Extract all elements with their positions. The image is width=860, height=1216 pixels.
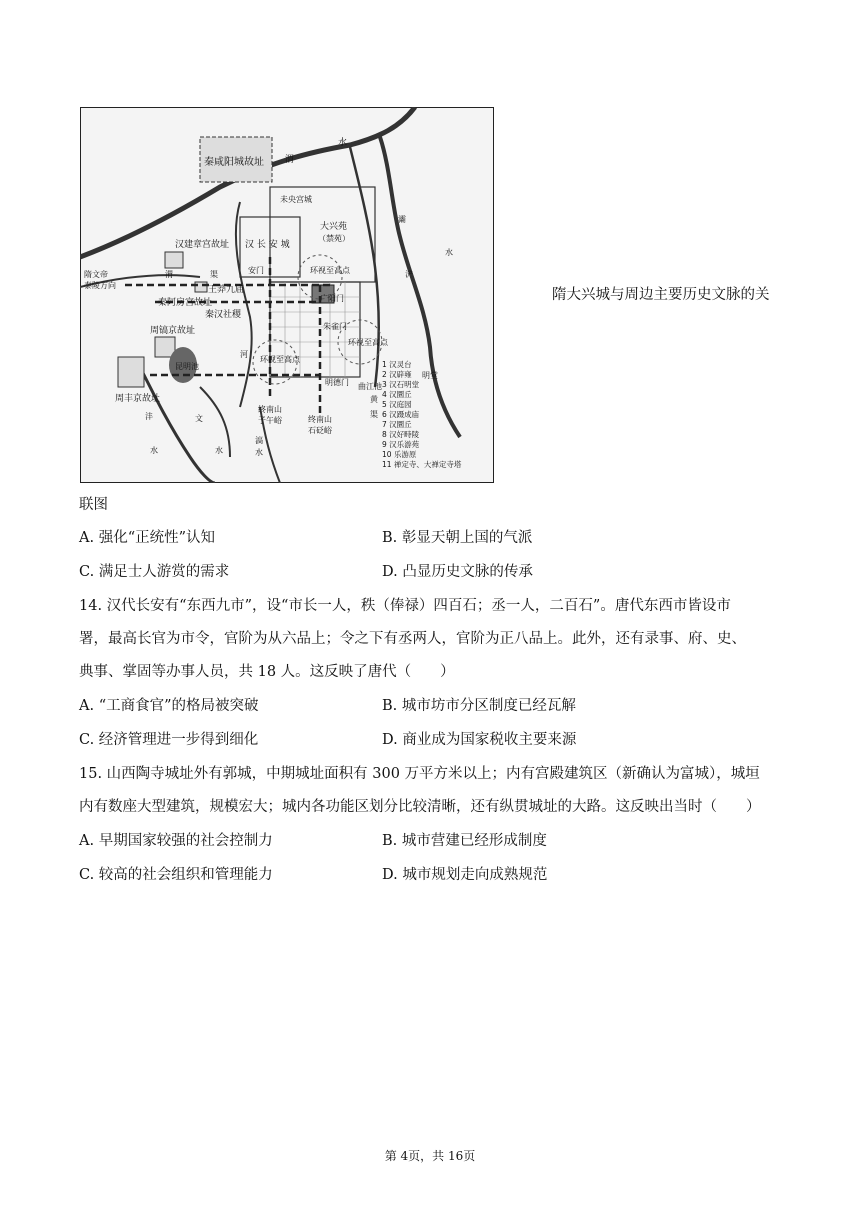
legend-item: 9 汉乐游苑	[382, 440, 420, 449]
legend-item: 6 汉蹑成庙	[382, 410, 420, 419]
q14-option-a: A. “工商食官”的格局被突破	[79, 698, 259, 714]
legend-item: 2 汉辟雍	[382, 370, 412, 379]
q14-option-b: B. 城市坊市分区制度已经瓦解	[382, 698, 576, 714]
label-xianyang: 秦咸阳城故址	[204, 157, 264, 168]
q14-stem-line2: 署，最高长官为市令，官阶为从六品上；令之下有丞两人，官阶为正八品上。此外，还有录事、府、史、	[79, 631, 746, 647]
svg-text:曲江池: 曲江池	[358, 382, 382, 391]
svg-text:浐: 浐	[405, 270, 413, 279]
svg-text:水: 水	[215, 446, 223, 455]
caption-cont: 联图	[79, 497, 108, 513]
q15-option-d: D. 城市规划走向成熟规范	[382, 867, 548, 883]
legend-item: 4 汉圜丘	[382, 390, 412, 399]
svg-text:汉 长 安 城: 汉 长 安 城	[245, 240, 290, 250]
svg-text:终南山: 终南山	[258, 405, 282, 414]
svg-text:子午峪: 子午峪	[258, 416, 282, 425]
q15-stem-line1: 15. 山西陶寺城址外有郭城，中期城址面积有 300 万平方米以上；内有宫殿建筑区（新确认为富城），城垣	[79, 766, 760, 782]
svg-text:水: 水	[150, 446, 158, 455]
svg-text:渠: 渠	[210, 270, 218, 279]
legend-item: 1 汉灵台	[382, 360, 412, 369]
q13-option-c: C. 满足士人游赏的需求	[79, 564, 230, 580]
q15-option-b: B. 城市营建已经形成制度	[382, 833, 547, 849]
legend-item: 7 汉圜丘	[382, 420, 412, 429]
svg-text:渭: 渭	[165, 270, 173, 279]
svg-text:终南山: 终南山	[308, 415, 332, 424]
svg-text:安门: 安门	[248, 266, 264, 275]
svg-text:大兴苑: 大兴苑	[320, 222, 348, 232]
svg-text:明堂: 明堂	[422, 371, 438, 380]
svg-text:环视至高点: 环视至高点	[260, 355, 300, 364]
svg-text:环视至高点: 环视至高点	[310, 266, 350, 275]
svg-text:泰陵方向: 泰陵方向	[84, 281, 116, 290]
svg-text:水: 水	[445, 248, 453, 257]
legend-item: 11 禅定寺、大禅定寺塔	[382, 460, 462, 469]
svg-text:文: 文	[195, 414, 203, 423]
q14-option-d: D. 商业成为国家税收主要来源	[382, 732, 577, 748]
svg-text:渭: 渭	[285, 155, 295, 165]
q14-stem-line1: 14. 汉代长安有“东西九市”，设“市长一人，秩（俸禄）四百石；丞一人，二百石”。唐代东西市皆设市	[79, 598, 731, 614]
svg-text:环视至高点: 环视至高点	[348, 338, 388, 347]
svg-text:黄: 黄	[370, 395, 378, 404]
svg-text:石砭峪: 石砭峪	[308, 426, 332, 435]
svg-text:水: 水	[338, 138, 348, 148]
svg-text:未央宫城: 未央宫城	[280, 195, 312, 204]
q13-option-a: A. 强化“正统性”认知	[79, 530, 216, 546]
svg-text:王莽九庙: 王莽九庙	[208, 285, 245, 295]
map-figure	[80, 107, 494, 483]
svg-text:隋文帝: 隋文帝	[84, 270, 108, 279]
page-footer: 第 4页，共 16页	[384, 1149, 476, 1163]
svg-text:昆明池: 昆明池	[175, 362, 199, 371]
svg-text:（禁苑）: （禁苑）	[318, 234, 350, 243]
caption-right: 隋大兴城与周边主要历史文脉的关	[552, 287, 770, 303]
svg-text:周镐京故址: 周镐京故址	[150, 326, 196, 336]
legend-item: 10 乐游原	[382, 450, 417, 459]
svg-text:汉建章宫故址: 汉建章宫故址	[175, 240, 230, 250]
svg-text:水: 水	[255, 448, 263, 457]
svg-text:广阳门: 广阳门	[320, 294, 344, 303]
svg-text:明德门: 明德门	[325, 378, 349, 387]
q15-option-a: A. 早期国家较强的社会控制力	[79, 833, 273, 849]
svg-text:河: 河	[240, 350, 248, 359]
q15-stem-line2: 内有数座大型建筑，规模宏大；城内各功能区划分比较清晰，还有纵贯城址的大路。这反映出当时（ ）	[79, 799, 761, 815]
svg-text:渠: 渠	[370, 410, 378, 419]
svg-text:秦汉社稷: 秦汉社稷	[205, 310, 242, 320]
q13-option-d: D. 凸显历史文脉的传承	[382, 564, 533, 580]
q14-option-c: C. 经济管理进一步得到细化	[79, 732, 259, 748]
svg-text:滈: 滈	[255, 436, 263, 445]
svg-text:沣: 沣	[145, 412, 153, 421]
sui-daxing-map	[80, 107, 494, 483]
q13-option-b: B. 彰显天朝上国的气派	[382, 530, 533, 546]
q15-option-c: C. 较高的社会组织和管理能力	[79, 867, 273, 883]
svg-text:灞: 灞	[398, 215, 406, 224]
legend-item: 8 汉好畤陵	[382, 430, 420, 439]
svg-text:秦阿房宫故址: 秦阿房宫故址	[158, 298, 213, 308]
svg-text:朱雀门: 朱雀门	[323, 322, 347, 331]
legend-item: 3 汉石明堂	[382, 380, 420, 389]
q14-stem-line3: 典事、掌固等办事人员，共 18 人。这反映了唐代（ ）	[79, 664, 455, 680]
legend-item: 5 汉庭园	[382, 400, 412, 409]
svg-text:周丰京故址: 周丰京故址	[115, 394, 161, 404]
